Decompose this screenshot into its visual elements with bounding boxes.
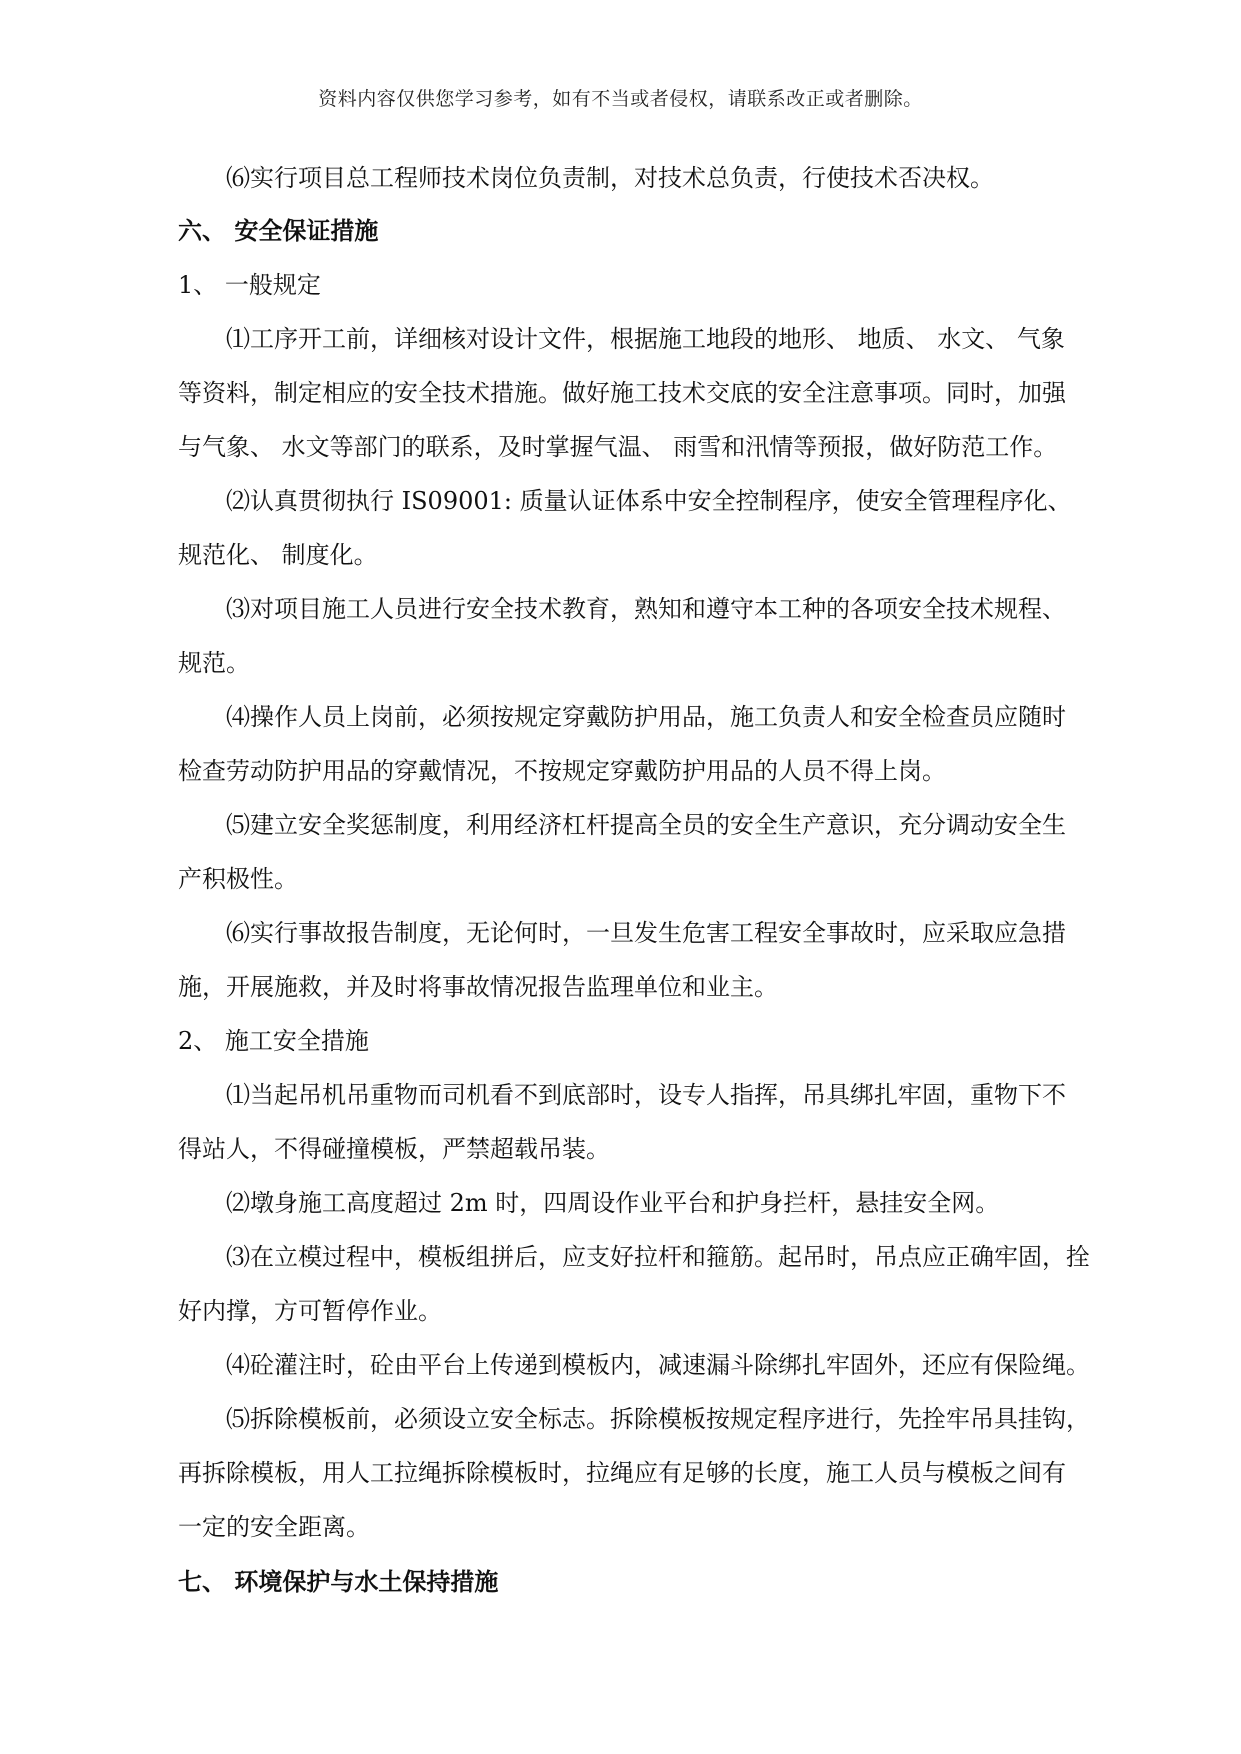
paragraph-line: ⑴当起吊机吊重物而司机看不到底部时，设专人指挥，吊具绑扎牢固，重物下不	[226, 1081, 1066, 1109]
paragraph-line: 再拆除模板，用人工拉绳拆除模板时，拉绳应有足够的长度，施工人员与模板之间有	[178, 1459, 1066, 1487]
paragraph-line: 产积极性。	[178, 865, 298, 893]
paragraph-line: 与气象、 水文等部门的联系，及时掌握气温、 雨雪和汛情等预报，做好防范工作。	[178, 433, 1058, 461]
subsection-heading: 1、 一般规定	[178, 271, 321, 299]
paragraph-line: ⑶对项目施工人员进行安全技术教育，熟知和遵守本工种的各项安全技术规程、	[226, 595, 1066, 623]
paragraph-line: ⑶在立模过程中，模板组拼后，应支好拉杆和箍筋。起吊时，吊点应正确牢固，拴	[226, 1243, 1090, 1271]
paragraph-line: 等资料，制定相应的安全技术措施。做好施工技术交底的安全注意事项。同时，加强	[178, 379, 1066, 407]
paragraph-line: ⑸拆除模板前，必须设立安全标志。拆除模板按规定程序进行，先拴牢吊具挂钩，	[226, 1405, 1090, 1433]
paragraph-line: ⑵认真贯彻执行 IS09001: 质量认证体系中安全控制程序，使安全管理程序化、	[226, 487, 1072, 515]
paragraph-line: 规范。	[178, 649, 250, 677]
paragraph-line: 好内撑，方可暂停作业。	[178, 1297, 442, 1325]
paragraph-line: ⑷砼灌注时，砼由平台上传递到模板内，减速漏斗除绑扎牢固外，还应有保险绳。	[226, 1351, 1090, 1379]
subsection-heading: 2、 施工安全措施	[178, 1027, 369, 1055]
section-heading: 七、 环境保护与水土保持措施	[178, 1567, 499, 1596]
paragraph-line: 一定的安全距离。	[178, 1513, 370, 1541]
paragraph-line: ⑹实行项目总工程师技术岗位负责制，对技术总负责，行使技术否决权。	[226, 164, 994, 192]
paragraph-line: ⑴工序开工前，详细核对设计文件，根据施工地段的地形、 地质、 水文、 气象	[226, 325, 1065, 353]
paragraph-line: 规范化、 制度化。	[178, 541, 378, 569]
paragraph-line: ⑵墩身施工高度超过 2m 时，四周设作业平台和护身拦杆，悬挂安全网。	[226, 1189, 1000, 1217]
paragraph-line: 施，开展施救，并及时将事故情况报告监理单位和业主。	[178, 973, 778, 1001]
page-header-note: 资料内容仅供您学习参考，如有不当或者侵权，请联系改正或者删除。	[318, 88, 923, 110]
section-heading: 六、 安全保证措施	[178, 216, 379, 245]
paragraph-line: ⑹实行事故报告制度，无论何时，一旦发生危害工程安全事故时，应采取应急措	[226, 919, 1066, 947]
paragraph-line: 检查劳动防护用品的穿戴情况，不按规定穿戴防护用品的人员不得上岗。	[178, 757, 946, 785]
paragraph-line: 得站人，不得碰撞模板，严禁超载吊装。	[178, 1135, 610, 1163]
paragraph-line: ⑸建立安全奖惩制度，利用经济杠杆提高全员的安全生产意识，充分调动安全生	[226, 811, 1066, 839]
paragraph-line: ⑷操作人员上岗前，必须按规定穿戴防护用品，施工负责人和安全检查员应随时	[226, 703, 1066, 731]
